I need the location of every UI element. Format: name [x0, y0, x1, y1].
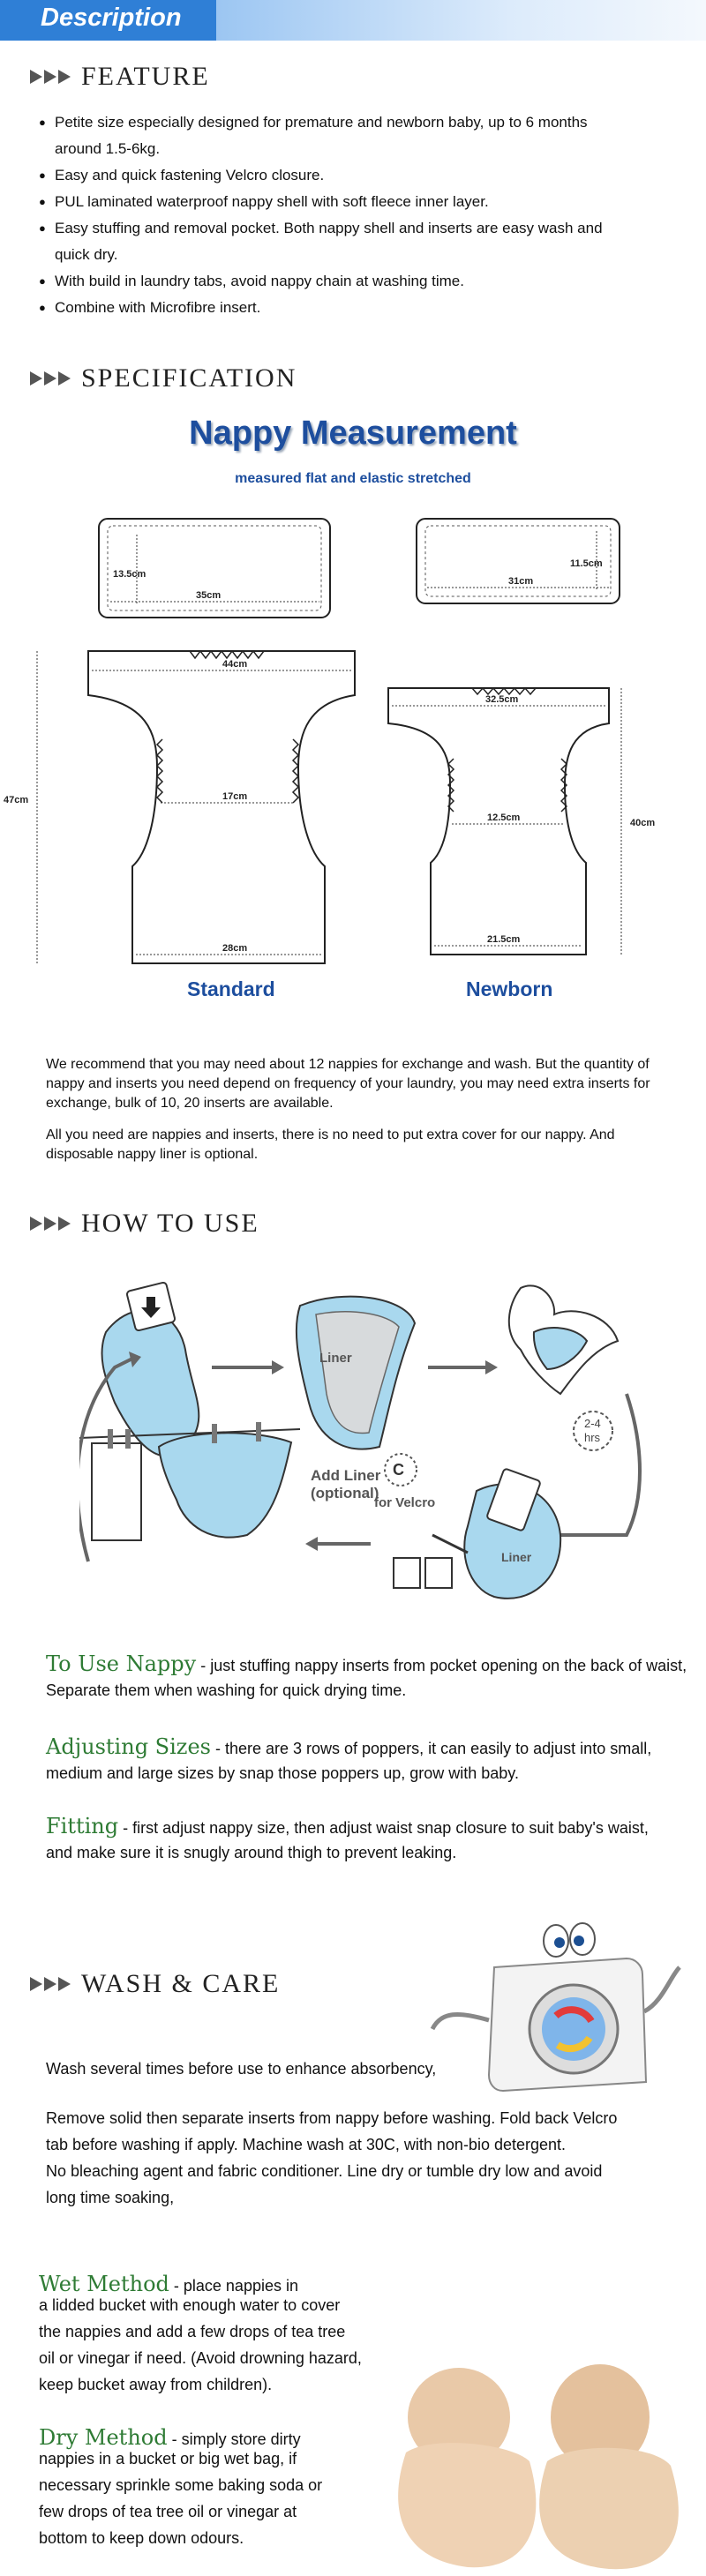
std-insert-width: 35cm — [196, 590, 222, 601]
wash-line-2: Remove solid then separate inserts from nappy before washing. Fold back Velcro — [46, 2109, 618, 2127]
dry-line4: few drops of tea tree oil or vinegar at — [39, 2503, 297, 2520]
nb-mid-width: 12.5cm — [487, 812, 521, 823]
wash-line-4: No bleaching agent and fabric conditioner. Line dry or tumble dry low and avoid — [46, 2162, 603, 2180]
triple-arrow-icon — [30, 1977, 71, 1991]
dry-method-text — [39, 2424, 374, 2551]
dry-title: Dry Method — [39, 2425, 168, 2450]
svg-text:C: C — [393, 1461, 404, 1479]
feature-bullet: ● With build in laundry tabs, avoid nappy chain at washing time. — [39, 268, 674, 295]
feature-bullet-cont: around 1.5-6kg. — [55, 140, 161, 157]
standard-insert — [99, 519, 330, 618]
feature-bullet: ● Easy stuffing and removal pocket. Both nappy shell and inserts are easy wash and — [39, 215, 674, 242]
triple-arrow-icon — [30, 371, 71, 386]
wash-line-5: long time soaking, — [46, 2189, 175, 2206]
std-top-width: 44cm — [222, 659, 248, 670]
for-velcro-label: for Velcro — [374, 1495, 436, 1510]
feature-bullet-cont: quick dry. — [55, 246, 118, 263]
wet-line2: a lidded bucket with enough water to cover — [39, 2296, 341, 2314]
wet-line4: oil or vinegar if need. (Avoid drowning hazard, — [39, 2349, 362, 2367]
to-use-text — [46, 1651, 690, 1703]
toilet-icon — [425, 1558, 452, 1588]
liner-label: Liner — [319, 1351, 352, 1366]
standard-nappy — [88, 651, 355, 963]
specification-heading — [30, 363, 297, 393]
feature-list — [39, 109, 674, 321]
diagram-subtitle: measured flat and elastic stretched — [235, 471, 471, 486]
wet-method-text — [39, 2271, 392, 2398]
nb-top-width: 32.5cm — [485, 694, 519, 705]
specification-title: SPECIFICATION — [81, 363, 297, 393]
wash-care-title: WASH & CARE — [81, 1969, 281, 1998]
triple-arrow-icon — [30, 70, 71, 84]
dry-line2: nappies in a bucket or big wet bag, if — [39, 2450, 297, 2467]
wash-line-3: tab before washing if apply. Machine wash at 30C, with non-bio detergent. — [46, 2136, 567, 2153]
dry-line5: bottom to keep down odours. — [39, 2529, 244, 2547]
nb-height: 40cm — [630, 818, 656, 828]
adjust-line1: - there are 3 rows of poppers, it can easily to adjust into small, — [210, 1740, 652, 1757]
feature-bullet: ● Easy and quick fastening Velcro closure. — [39, 162, 674, 189]
standard-caption: Standard — [187, 977, 275, 1000]
babies-illustration — [353, 2311, 706, 2576]
fitting-line1: - first adjust nappy size, then adjust waist snap closure to suit baby's waist, — [118, 1819, 649, 1837]
std-bottom-width: 28cm — [222, 943, 248, 954]
std-insert-height: 13.5cm — [113, 569, 146, 580]
fitting-title: Fitting — [46, 1814, 119, 1838]
dry-line1: - simply store dirty — [167, 2430, 301, 2448]
nb-bottom-width: 21.5cm — [487, 934, 521, 945]
feature-bullet: ● Combine with Microfibre insert. — [39, 295, 674, 321]
how-to-use-heading — [30, 1209, 259, 1239]
header-title: Description — [41, 4, 182, 32]
feature-bullet: ● PUL laminated waterproof nappy shell with soft fleece inner layer. — [39, 189, 674, 215]
hours-value: 2-4 — [584, 1417, 601, 1430]
newborn-caption: Newborn — [466, 977, 553, 1000]
how-to-use-title: HOW TO USE — [81, 1209, 259, 1238]
spec-paragraph-1: We recommend that you may need about 12 nappies for exchange and wash. But the quantity of nappy and inserts you need depend on frequency of your laundry, you may need extra inserts for exchange, bulk of 10, 20 inserts are available. — [46, 1057, 650, 1111]
feature-bullet: ● Petite size especially designed for premature and newborn baby, up to 6 months — [39, 109, 674, 136]
header-gradient — [216, 0, 706, 41]
std-height: 47cm — [4, 795, 29, 805]
wet-line5: keep bucket away from children). — [39, 2376, 273, 2393]
wash-lines — [46, 2105, 681, 2211]
feature-title: FEATURE — [81, 62, 210, 91]
adjust-text — [46, 1734, 690, 1786]
hanging-nappy — [159, 1433, 291, 1537]
dry-line3: necessary sprinkle some baking soda or — [39, 2476, 323, 2494]
fitting-line2: and make sure it is snugly around thigh to prevent leaking. — [46, 1844, 457, 1861]
add-liner-label: Add Liner — [311, 1467, 381, 1484]
wash-line-1: Wash several times before use to enhance absorbency, — [46, 2060, 437, 2078]
std-mid-width: 17cm — [222, 791, 248, 802]
measurement-diagram — [0, 503, 706, 1006]
to-use-title: To Use Nappy — [46, 1651, 197, 1676]
wash-care-heading — [30, 1969, 280, 1999]
hours-unit: hrs — [584, 1431, 601, 1444]
how-to-use-diagram — [79, 1270, 653, 1641]
triple-arrow-icon — [30, 1217, 71, 1231]
liner-label-2: Liner — [501, 1550, 532, 1564]
wet-line1: - place nappies in — [169, 2277, 298, 2295]
wet-line3: the nappies and add a few drops of tea tree — [39, 2323, 346, 2340]
to-use-line1: - just stuffing nappy inserts from pocket opening on the back of waist, — [196, 1657, 687, 1674]
nb-insert-height: 11.5cm — [570, 558, 603, 569]
bin-icon — [394, 1558, 420, 1588]
spec-paragraph-2: All you need are nappies and inserts, there is no need to put extra cover for our nappy. And disposable nappy liner is optional. — [46, 1127, 615, 1162]
adjust-title: Adjusting Sizes — [46, 1734, 211, 1759]
hanging-insert — [92, 1443, 141, 1540]
nb-insert-width: 31cm — [508, 576, 534, 587]
wet-title: Wet Method — [39, 2272, 169, 2296]
feature-heading — [30, 62, 210, 92]
header-bar — [0, 0, 706, 41]
fitting-text — [46, 1814, 690, 1865]
to-use-line2: Separate them when washing for quick drying time. — [46, 1681, 407, 1699]
optional-label: (optional) — [311, 1485, 379, 1501]
diagram-title: Nappy Measurement — [189, 415, 517, 452]
adjust-line2: medium and large sizes by snap those poppers up, grow with baby. — [46, 1764, 519, 1782]
